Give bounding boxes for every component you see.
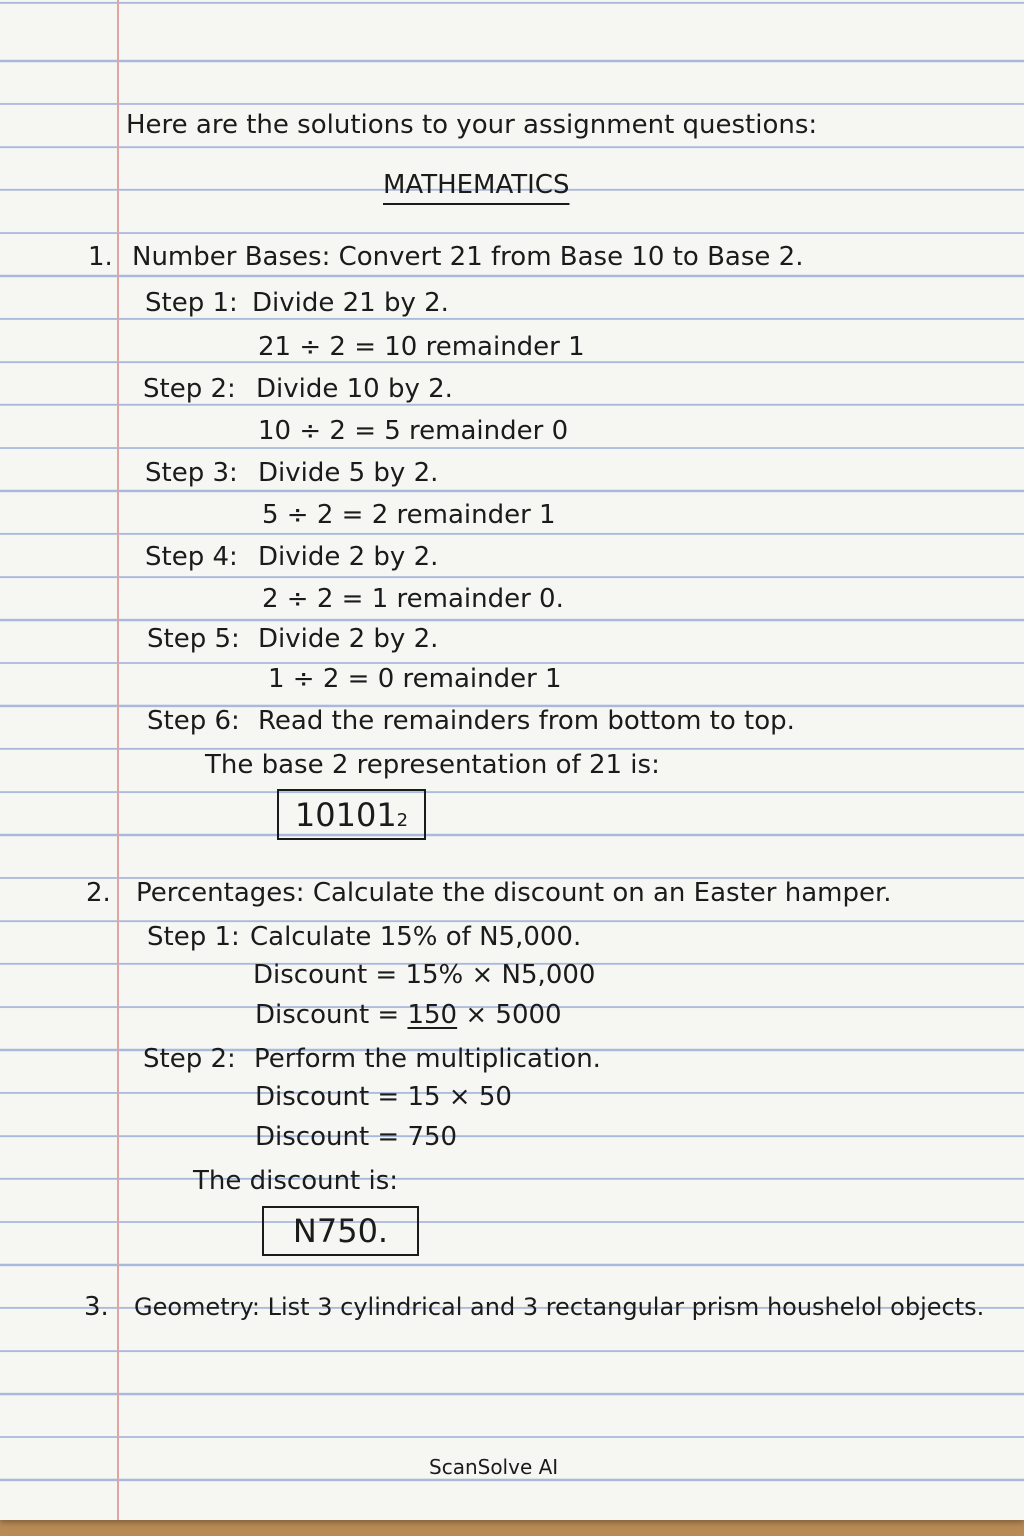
q2-discount-line-4: Discount = 750 — [255, 1122, 458, 1152]
question-2-title: Percentages: Calculate the discount on an Easter hamper. — [136, 878, 892, 908]
q1-step-1-calc: 21 ÷ 2 = 10 remainder 1 — [258, 332, 585, 362]
q2-discount-line-3: Discount = 15 × 50 — [255, 1082, 512, 1112]
q1-step-4-label: Step 4: — [145, 542, 238, 572]
q1-step-2-calc: 10 ÷ 2 = 5 remainder 0 — [258, 416, 569, 446]
q2-discount-line-1: Discount = 15% × N5,000 — [253, 960, 596, 990]
q1-step-3-text: Divide 5 by 2. — [258, 458, 439, 488]
q2-step-2-text: Perform the multiplication. — [254, 1044, 601, 1074]
q1-step-2-label: Step 2: — [143, 374, 236, 404]
margin-line — [117, 0, 119, 1520]
footer-brand: ScanSolve AI — [429, 1455, 559, 1479]
q1-step-2-text: Divide 10 by 2. — [256, 374, 453, 404]
q1-step-1-text: Divide 21 by 2. — [252, 288, 449, 318]
q1-step-4-text: Divide 2 by 2. — [258, 542, 439, 572]
q1-step-5-text: Divide 2 by 2. — [258, 624, 439, 654]
q2-step-1-label: Step 1: — [147, 922, 240, 952]
q1-step-6-text: Read the remainders from bottom to top. — [258, 706, 795, 736]
q1-conclusion: The base 2 representation of 21 is: — [205, 750, 660, 780]
q1-step-4-calc: 2 ÷ 2 = 1 remainder 0. — [262, 584, 564, 614]
q1-step-5-calc: 1 ÷ 2 = 0 remainder 1 — [268, 664, 562, 694]
q1-step-6-label: Step 6: — [147, 706, 240, 736]
question-1-title: Number Bases: Convert 21 from Base 10 to Base 2. — [132, 242, 804, 272]
question-3-number: 3. — [84, 1292, 109, 1322]
q2-step-2-label: Step 2: — [143, 1044, 236, 1074]
question-2-number: 2. — [86, 878, 111, 908]
q2-answer-box — [262, 1206, 419, 1256]
q1-step-1-label: Step 1: — [145, 288, 238, 318]
q2-conclusion: The discount is: — [193, 1166, 399, 1196]
q2-answer: N750. — [292, 1212, 389, 1250]
q1-step-3-label: Step 3: — [145, 458, 238, 488]
intro-text: Here are the solutions to your assignment questions: — [126, 110, 818, 140]
q2-line-2-prefix: Discount = — [255, 1000, 408, 1030]
q1-answer: 10101 — [294, 795, 397, 834]
question-1-number: 1. — [88, 242, 113, 272]
subject-title: MATHEMATICS — [383, 170, 570, 200]
q1-answer-base: 2 — [396, 810, 409, 831]
q2-discount-line-2 — [255, 998, 562, 1032]
q1-answer-box — [277, 789, 426, 840]
q2-step-1-text: Calculate 15% of N5,000. — [250, 922, 582, 952]
q1-step-5-label: Step 5: — [147, 624, 240, 654]
q2-line-2-suffix: × 5000 — [457, 1000, 562, 1030]
question-3-title: Geometry: List 3 cylindrical and 3 rectangular prism houshelol objects. — [134, 1293, 985, 1321]
q1-step-3-calc: 5 ÷ 2 = 2 remainder 1 — [262, 500, 556, 530]
q2-line-2-underlined: 150 — [407, 1000, 458, 1030]
